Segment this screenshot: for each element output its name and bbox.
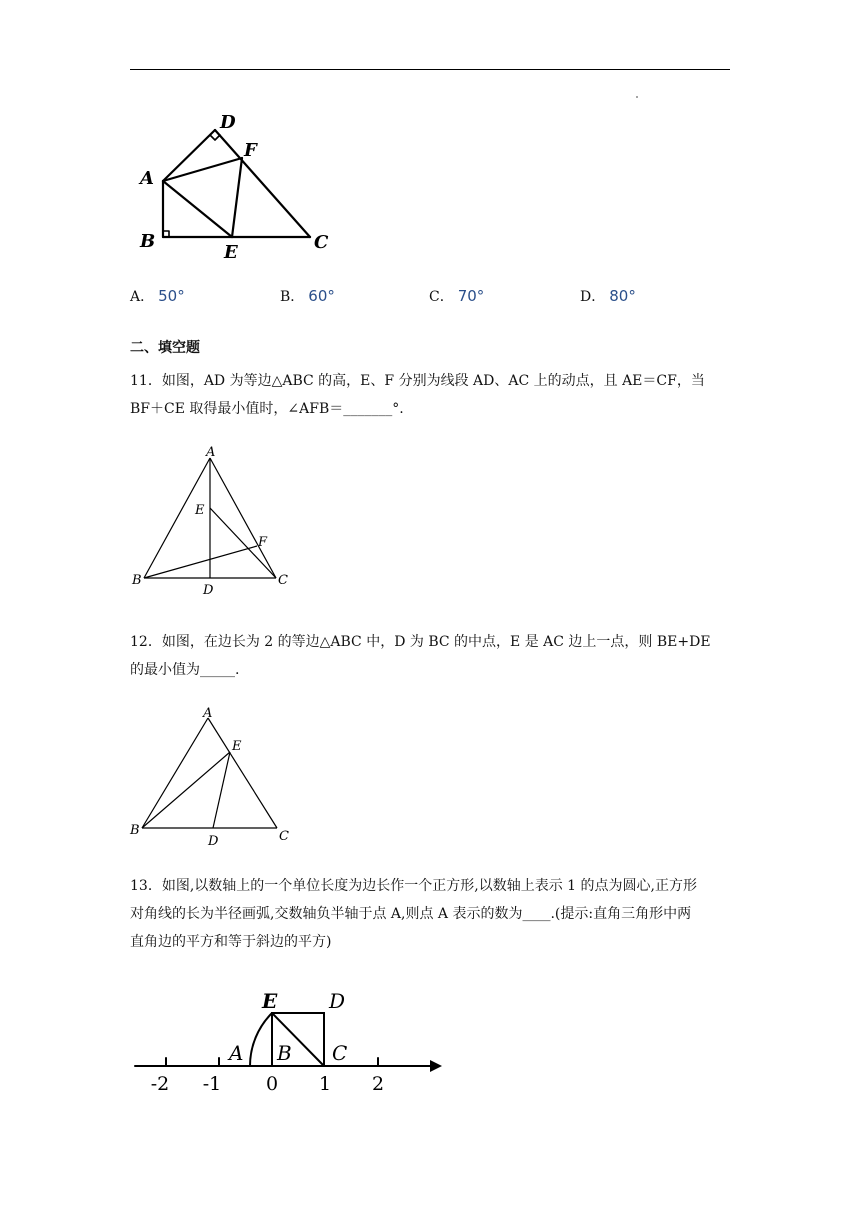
label-f: F <box>244 140 257 161</box>
segment-be <box>142 752 230 828</box>
label-a: A <box>229 1041 244 1065</box>
question-13-line-1: 13．如图,以数轴上的一个单位长度为边长作一个正方形,以数轴上表示 1 的点为圆心,正方形 <box>130 878 697 894</box>
segment-de <box>213 752 230 828</box>
label-d: D <box>329 989 346 1013</box>
tick-label-2: 2 <box>371 1073 385 1095</box>
label-a: A <box>206 445 216 460</box>
question-13-line-2: 对角线的长为半径画弧,交数轴负半轴于点 A,则点 A 表示的数为____.(提示:直角三角形中两 <box>130 906 692 922</box>
question-13-line-3: 直角边的平方和等于斜边的平方) <box>130 934 332 950</box>
label-f: F <box>258 535 268 550</box>
right-angle-d <box>210 135 220 140</box>
tick-label-0: 0 <box>265 1073 279 1095</box>
choice-d[interactable]: D． 80° <box>580 287 636 305</box>
question-13 <box>130 872 730 956</box>
figure-q11-diagram <box>130 444 300 604</box>
side-ab <box>144 458 210 578</box>
figure-q13 <box>130 984 450 1104</box>
segment-ae <box>163 181 232 237</box>
figure-q12 <box>128 704 298 854</box>
label-c: C <box>332 1041 348 1065</box>
label-e: E <box>195 503 205 518</box>
figure-q10-diagram <box>130 100 340 270</box>
number-line-diagram <box>130 984 450 1104</box>
label-e: E <box>232 739 242 754</box>
label-b: B <box>132 573 142 588</box>
figure-q12-diagram <box>128 704 298 854</box>
label-c: C <box>279 829 289 844</box>
choice-b[interactable]: B． 60° <box>280 287 335 305</box>
choice-a[interactable]: A． 50° <box>130 287 185 305</box>
label-d: D <box>208 834 219 849</box>
label-c: C <box>314 232 329 253</box>
tick-label-minus-1: -1 <box>202 1073 222 1095</box>
choice-c[interactable]: C． 70° <box>429 287 485 305</box>
segment-dc <box>215 130 310 237</box>
figure-q11 <box>130 444 300 604</box>
label-a: A <box>203 706 213 721</box>
label-d: D <box>203 583 214 598</box>
answer-choices <box>130 286 730 310</box>
label-b: B <box>140 231 156 252</box>
label-c: C <box>278 573 288 588</box>
figure-q10 <box>130 100 340 270</box>
scan-speck <box>636 96 638 98</box>
question-11-line-1: 11．如图，AD 为等边△ABC 的高，E、F 分别为线段 AD、AC 上的动点，且 AE＝CF，当 <box>130 373 705 389</box>
label-d: D <box>220 112 236 133</box>
tick-label-1: 1 <box>318 1073 332 1095</box>
question-11-line-2: BF＋CE 取得最小值时，∠AFB＝_______°. <box>130 401 404 417</box>
axis-arrow <box>430 1060 442 1072</box>
arc-ea <box>250 1013 272 1066</box>
question-11 <box>130 367 730 423</box>
label-b: B <box>130 823 140 838</box>
segment-bf <box>144 546 257 578</box>
label-a: A <box>140 168 154 189</box>
label-b: B <box>277 1041 292 1065</box>
tick-label-minus-2: -2 <box>150 1073 170 1095</box>
question-12-line-1: 12．如图，在边长为 2 的等边△ABC 中，D 为 BC 的中点，E 是 AC 边上一点，则 BE+DE <box>130 634 711 650</box>
question-12 <box>130 628 730 684</box>
section-title: 二、填空题 <box>130 340 200 356</box>
label-e: E <box>262 989 278 1013</box>
side-ab <box>142 718 208 828</box>
label-e: E <box>224 242 238 263</box>
header-rule <box>130 69 730 70</box>
question-12-line-2: 的最小值为_____. <box>130 662 240 678</box>
side-ac <box>208 718 277 828</box>
segment-fe <box>232 158 242 237</box>
